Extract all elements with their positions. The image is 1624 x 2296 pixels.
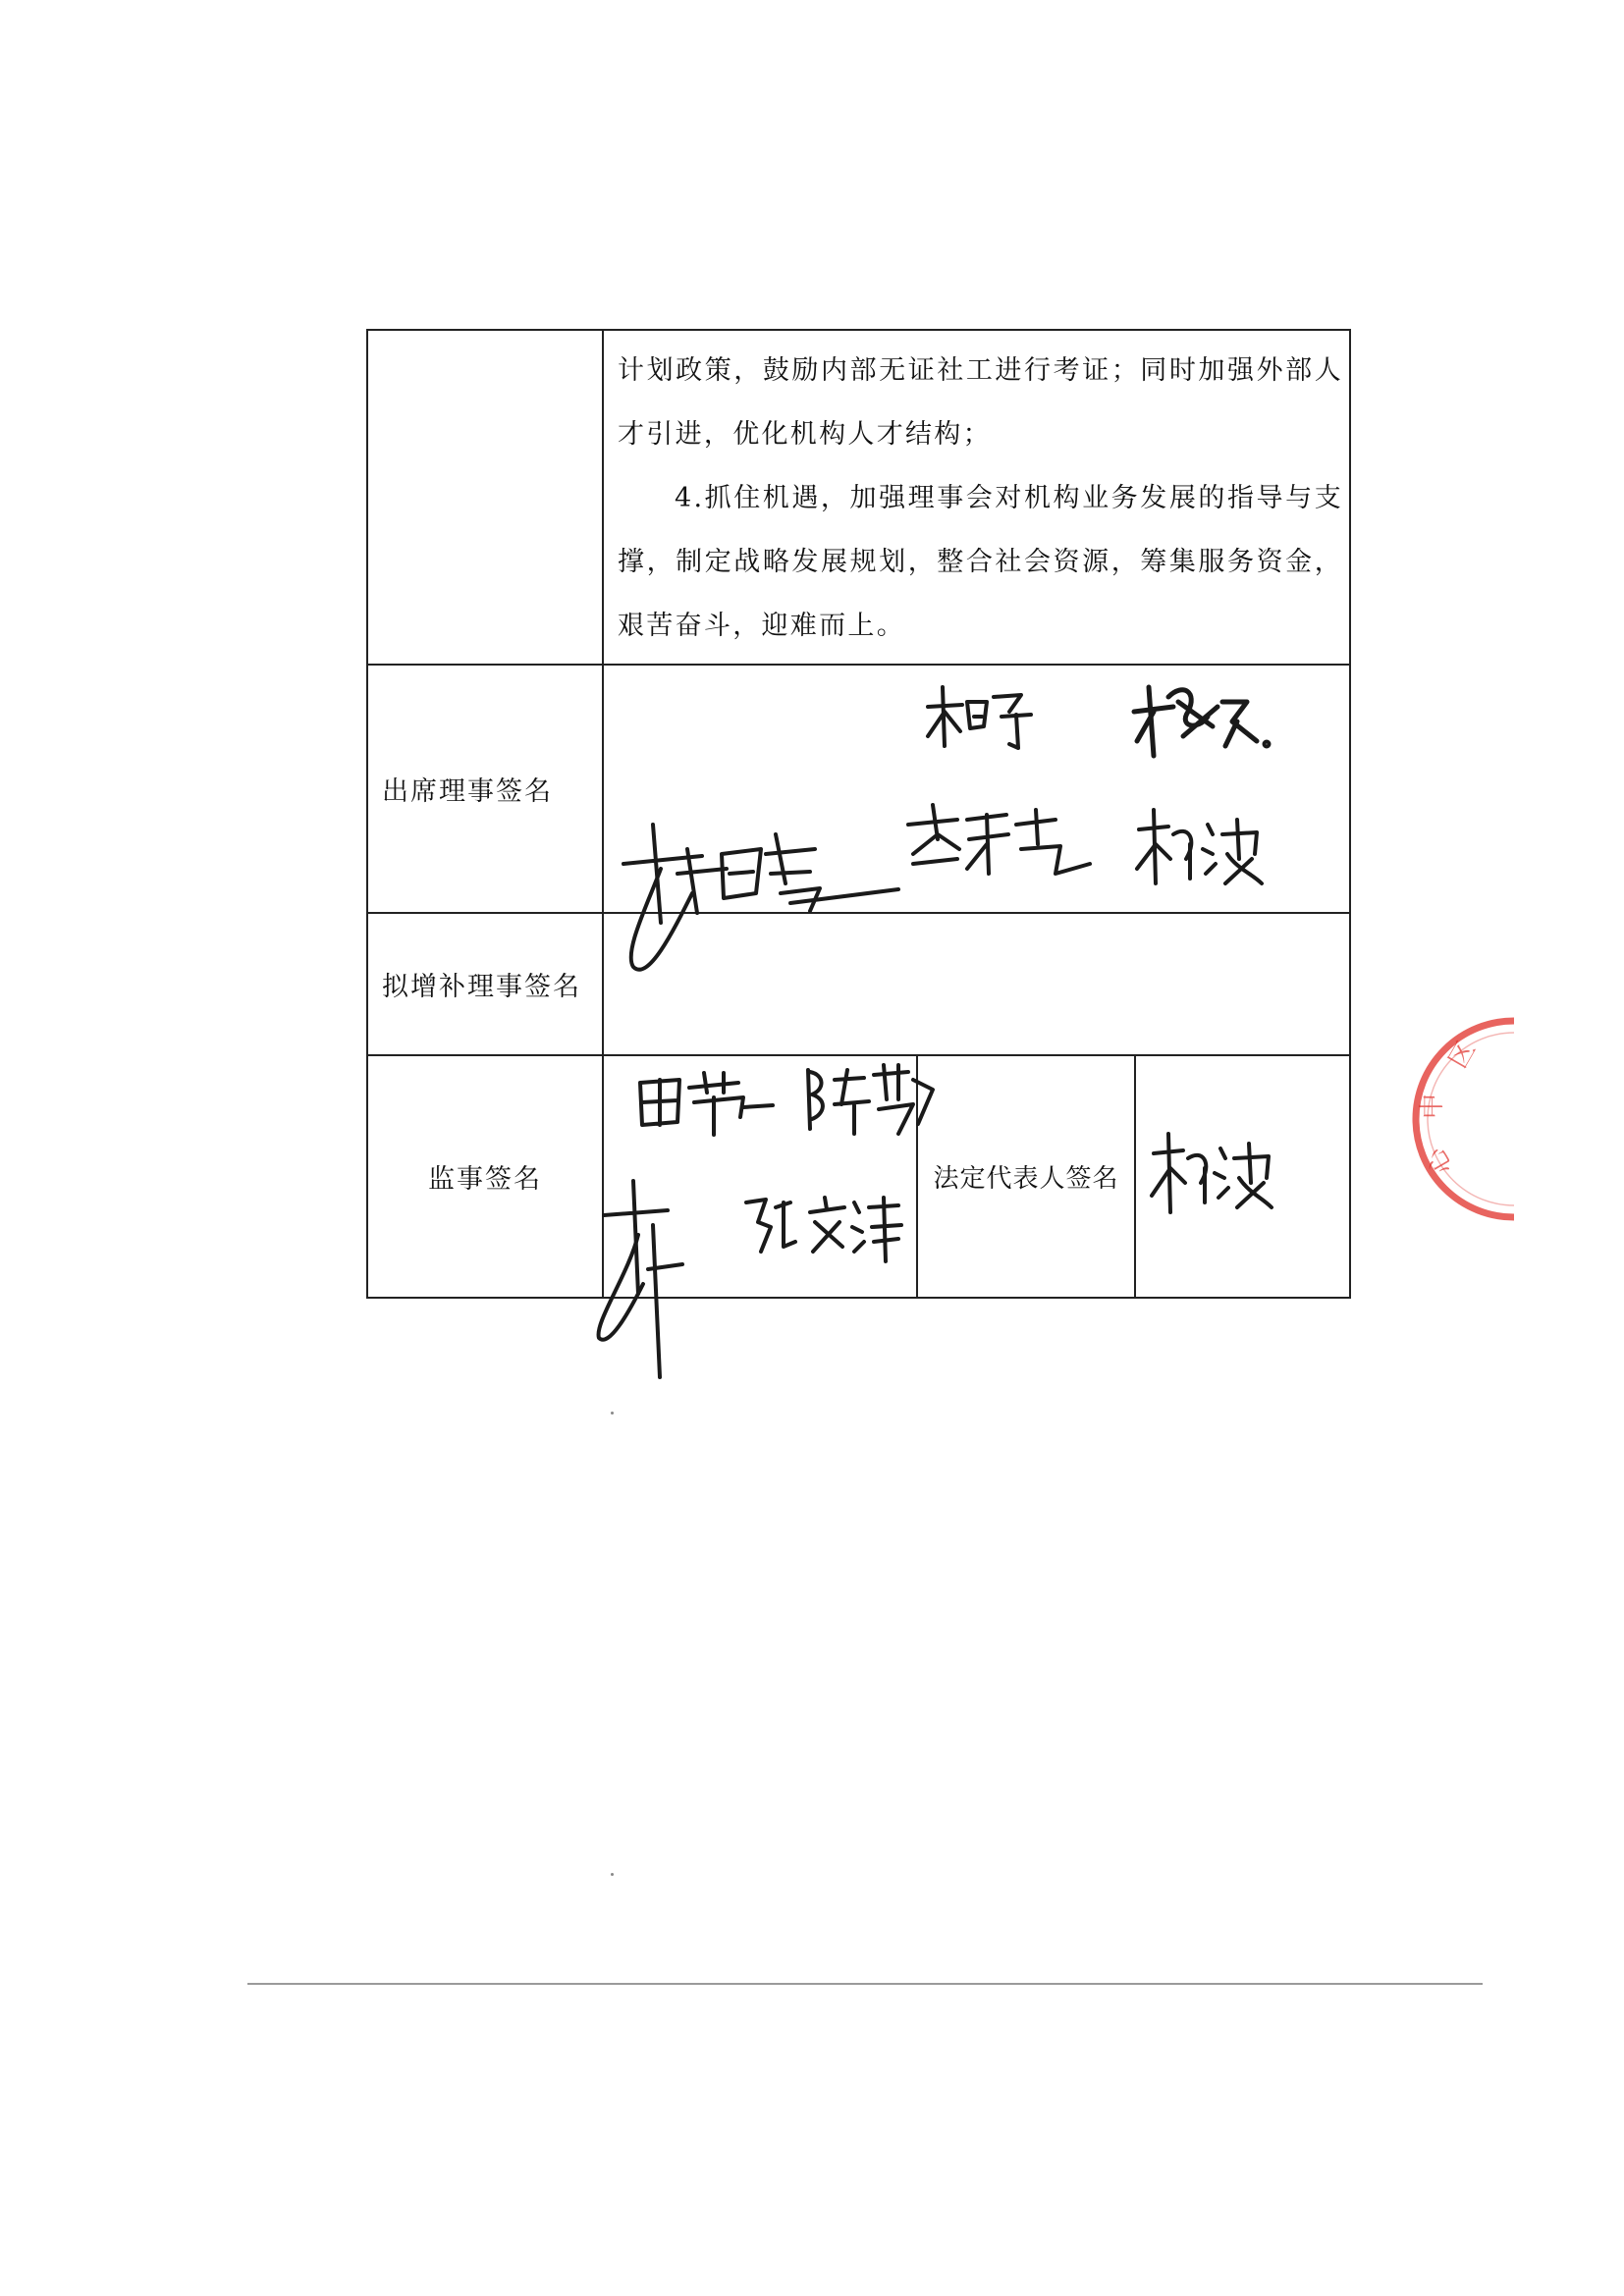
signature-lin-supervisor bbox=[589, 1176, 707, 1382]
signature-tianrong bbox=[630, 1068, 778, 1137]
scan-edge-line bbox=[247, 1983, 1483, 1985]
scan-speck bbox=[611, 1412, 614, 1415]
supervisors-label: 监事签名 bbox=[367, 1055, 603, 1298]
svg-text:心: 心 bbox=[1421, 1143, 1459, 1180]
signature-liubo-legal-rep bbox=[1144, 1129, 1276, 1217]
svg-text:区: 区 bbox=[1443, 1036, 1482, 1073]
paragraph-line1: 计划政策，鼓励内部无证社工进行考证；同时加强外部人才引进，优化机构人才结构； bbox=[618, 355, 1344, 450]
signature-liubo-directors bbox=[1129, 805, 1267, 893]
official-seal bbox=[1406, 1011, 1514, 1227]
empty-label-cell bbox=[367, 330, 603, 665]
signature-yangzi bbox=[923, 677, 1041, 756]
signature-chenhuimin bbox=[800, 1060, 938, 1139]
legal-rep-label: 法定代表人签名 bbox=[917, 1055, 1135, 1298]
attending-directors-label: 出席理事签名 bbox=[367, 665, 603, 913]
signature-lixinhua bbox=[898, 795, 1105, 883]
proposed-directors-label: 拟增补理事签名 bbox=[367, 913, 603, 1055]
content-row bbox=[367, 330, 1350, 665]
scan-speck bbox=[611, 1873, 614, 1876]
paragraph-item4: 4.抓住机遇，加强理事会对机构业务发展的指导与支撑，制定战略发展规划，整合社会资源，筹集服务资金，艰苦奋斗，迎难而上。 bbox=[618, 483, 1344, 641]
seal-icon bbox=[1406, 1011, 1514, 1227]
signature-linxi bbox=[614, 795, 908, 982]
svg-text:中: 中 bbox=[1418, 1093, 1446, 1119]
body-text-cell bbox=[603, 330, 1350, 665]
signature-zhangwentao bbox=[736, 1188, 903, 1266]
signature-yangmin bbox=[1129, 667, 1276, 766]
